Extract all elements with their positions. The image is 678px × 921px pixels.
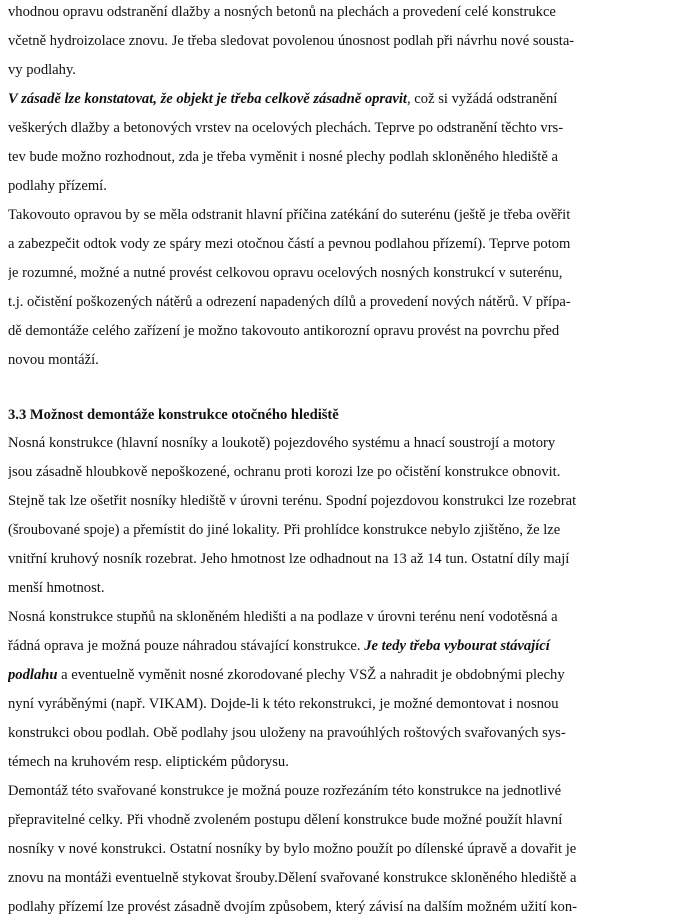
text-run: nyní vyráběnými (např. VIKAM). Dojde-li k této rekonstrukci, je možné demontovat i nosnou bbox=[8, 696, 559, 712]
text-run: veškerých dlažby a betonových vrstev na ocelových plechách. Teprve po odstranění těchto vrs- bbox=[8, 120, 564, 136]
text-line bbox=[8, 351, 99, 369]
text-line bbox=[8, 724, 566, 742]
text-run: témech na kruhovém resp. eliptickém půdorysu. bbox=[8, 754, 289, 770]
text-line bbox=[8, 579, 104, 597]
text-line bbox=[8, 492, 576, 510]
text-run: podlahy přízemí lze provést zásadně dvojím způsobem, který závisí na dalším možném užití kon- bbox=[8, 899, 577, 915]
text-line bbox=[8, 434, 555, 452]
text-line bbox=[8, 521, 560, 539]
text-line bbox=[8, 869, 576, 887]
text-line bbox=[8, 61, 76, 79]
text-run: je rozumné, možné a nutné provést celkovou opravu ocelových nosných konstrukcí v suterénu, bbox=[8, 265, 563, 281]
text-line bbox=[8, 235, 570, 253]
text-line bbox=[8, 206, 570, 224]
text-run: znovu na montáži eventuelně stykovat šrouby.Dělení svařované konstrukce skloněného hlediště a bbox=[8, 870, 577, 886]
text-run: a eventuelně vyměnit nosné zkorodované plechy VSŽ a nahradit je obdobnými plechy bbox=[57, 667, 565, 683]
emphasis-run: V zásadě lze konstatovat, že objekt je třeba celkově zásadně opravit bbox=[8, 91, 407, 107]
section-heading bbox=[8, 406, 339, 424]
text-line bbox=[8, 32, 574, 50]
text-line bbox=[8, 811, 562, 829]
text-line bbox=[8, 322, 559, 340]
text-run: včetně hydroizolace znovu. Je třeba sledovat povolenou únosnost podlah při návrhu nové sousta- bbox=[8, 33, 575, 49]
text-run: přepravitelné celky. Při vhodně zvoleném postupu dělení konstrukce bude možné použít hlavní bbox=[8, 812, 563, 828]
text-run: dě demontáže celého zařízení je možno takovouto antikorozní opravu provést na povrchu před bbox=[8, 323, 560, 339]
text-line bbox=[8, 119, 563, 137]
text-run: Demontáž této svařované konstrukce je možná pouze rozřezáním této konstrukce na jednotlivé bbox=[8, 783, 562, 799]
text-line bbox=[8, 463, 560, 481]
text-run: Nosná konstrukce (hlavní nosníky a loukotě) pojezdového systému a hnací soustrojí a motory bbox=[8, 435, 556, 451]
text-run: vnitřní kruhový nosník rozebrat. Jeho hmotnost lze odhadnout na 13 až 14 tun. Ostatní díly mají bbox=[8, 551, 570, 567]
emphasis-run: podlahu bbox=[8, 667, 58, 683]
text-line bbox=[8, 90, 557, 108]
document-page bbox=[8, 0, 672, 921]
text-run: menší hmotnost. bbox=[8, 580, 105, 596]
text-run: nosníky v nové konstrukci. Ostatní nosníky by bylo možno použít po dílenské úpravě a dovařit je bbox=[8, 841, 577, 857]
text-line bbox=[8, 608, 558, 626]
text-run: Takovouto opravou by se měla odstranit hlavní příčina zatékání do suterénu (ještě je třeba ověřit bbox=[8, 207, 571, 223]
emphasis-run: Je tedy třeba vybourat stávající bbox=[364, 638, 550, 654]
text-run: podlahy přízemí. bbox=[8, 178, 107, 194]
heading-text: 3.3 Možnost demontáže konstrukce otočného hlediště bbox=[8, 407, 339, 423]
text-line bbox=[8, 753, 289, 771]
text-line bbox=[8, 550, 569, 568]
text-run: t.j. očistění poškozených nátěrů a odrezení napadených dílů a provedení nových nátěrů. V přípa- bbox=[8, 294, 571, 310]
text-run: Stejně tak lze ošetřit nosníky hlediště v úrovni terénu. Spodní pojezdovou konstrukci lze rozebrat bbox=[8, 493, 577, 509]
text-line bbox=[8, 177, 107, 195]
text-run: jsou zásadně hloubkově nepoškozené, ochranu proti korozi lze po očistění konstrukce obnovit. bbox=[8, 464, 561, 480]
text-line bbox=[8, 695, 559, 713]
text-run: novou montáží. bbox=[8, 352, 99, 368]
text-line bbox=[8, 637, 550, 655]
text-run: a zabezpečit odtok vody ze spáry mezi otočnou částí a pevnou podlahou přízemí). Teprve potom bbox=[8, 236, 571, 252]
text-run: , což si vyžádá odstranění bbox=[407, 91, 558, 107]
text-run: vhodnou opravu odstranění dlažby a nosných betonů na plechách a provedení celé konstrukce bbox=[8, 4, 556, 20]
text-run: Nosná konstrukce stupňů na skloněném hledišti a na podlaze v úrovni terénu není vodotěsná a bbox=[8, 609, 558, 625]
text-line bbox=[8, 148, 558, 166]
text-line bbox=[8, 3, 556, 21]
text-run: (šroubované spoje) a přemístit do jiné lokality. Při prohlídce konstrukce nebylo zjištěno, že lze bbox=[8, 522, 561, 538]
text-line bbox=[8, 666, 565, 684]
text-run: řádná oprava je možná pouze náhradou stávající konstrukce. bbox=[8, 638, 365, 654]
text-line bbox=[8, 898, 577, 916]
text-run: vy podlahy. bbox=[8, 62, 76, 78]
text-run: tev bude možno rozhodnout, zda je třeba vyměnit i nosné plechy podlah skloněného hlediště a bbox=[8, 149, 558, 165]
text-line bbox=[8, 840, 576, 858]
text-line bbox=[8, 293, 571, 311]
text-run: konstrukci obou podlah. Obě podlahy jsou uloženy na pravoúhlých roštových svařovaných sys- bbox=[8, 725, 566, 741]
text-line bbox=[8, 264, 562, 282]
text-line bbox=[8, 782, 561, 800]
